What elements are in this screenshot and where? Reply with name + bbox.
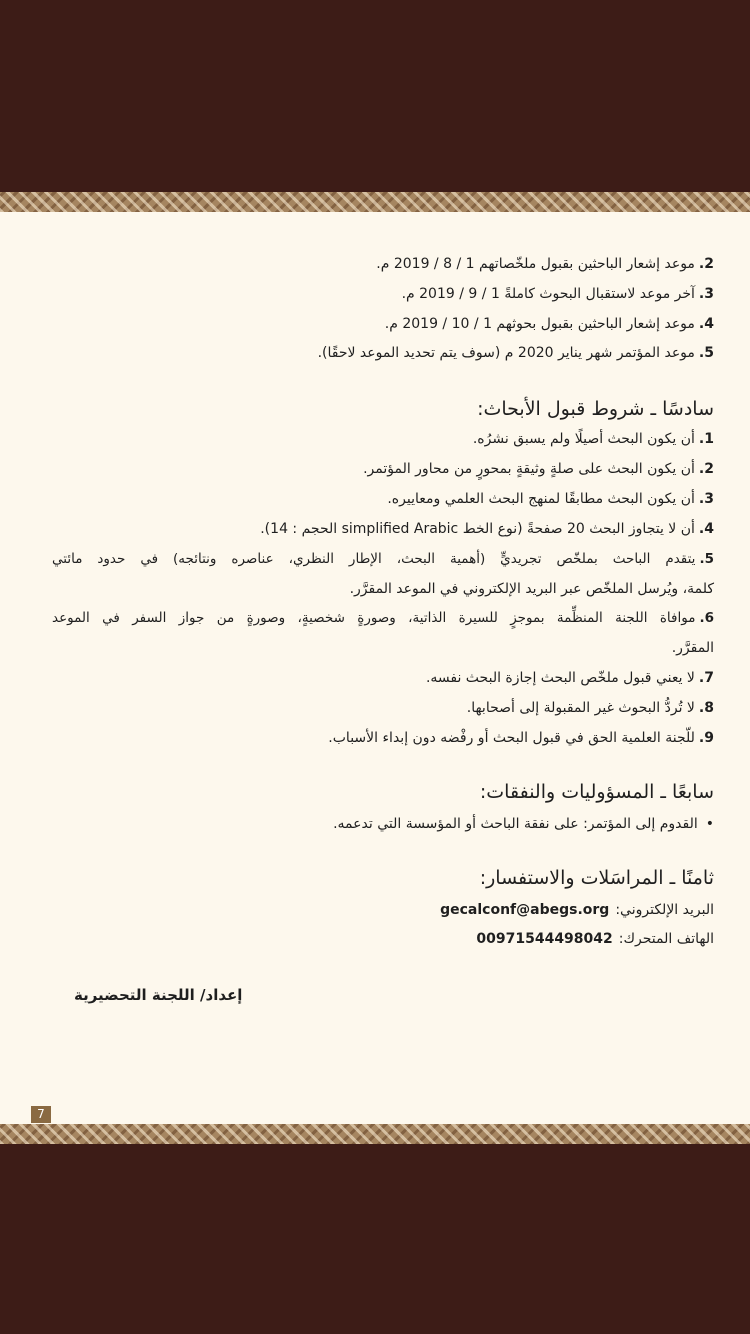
list-item: 7.لا يعني قبول ملخّص البحث إجازة البحث نفسه. — [425, 670, 714, 686]
decorative-band-top — [0, 192, 750, 212]
page-number: 7 — [31, 1106, 51, 1123]
list-item: 4.أن لا يتجاوز البحث 20 صفحةً (نوع الخط simplified Arabic الحجم : 14). — [260, 521, 714, 537]
list-item: 5.موعد المؤتمر شهر يناير 2020 م (سوف يتم تحديد الموعد لاحقًا). — [317, 345, 714, 361]
signature: إعداد/ اللجنة التحضيرية — [74, 986, 243, 1004]
phone-number: 00971544498042 — [476, 931, 613, 947]
list-item: 4.موعد إشعار الباحثين بقبول بحوثهم 1 / 10 / 2019 م. — [384, 316, 714, 332]
bullet-icon: • — [705, 816, 714, 832]
section-heading: ثامنًا ـ المراسَلات والاستفسار: — [479, 867, 714, 889]
bullet-item: •القدوم إلى المؤتمر: على نفقة الباحث أو المؤسسة التي تدعمه. — [333, 816, 714, 832]
list-item: 3.أن يكون البحث مطابقًا لمنهج البحث العلمي ومعاييره. — [387, 491, 714, 507]
list-item: 9.للّجنة العلمية الحق في قبول البحث أو رفْضه دون إبداء الأسباب. — [328, 730, 714, 746]
email-row: البريد الإلكتروني:gecalconf@abegs.org — [440, 902, 714, 918]
list-item: 6.موافاة اللجنة المنظِّمة بموجزٍ للسيرة الذاتية، وصورةٍ شخصيةٍ، وصورةٍ من جواز السفر في الموعد — [52, 610, 714, 626]
list-item: 1.أن يكون البحث أصيلًا ولم يسبق نشرُه. — [472, 431, 714, 447]
list-item-continuation: المقرَّر. — [671, 640, 714, 656]
decorative-band-bottom — [0, 1124, 750, 1144]
list-item: 2.أن يكون البحث على صلةٍ وثيقةٍ بمحورٍ من محاور المؤتمر. — [363, 461, 714, 477]
list-item: 8.لا تُردُّ البحوث غير المقبولة إلى أصحابها. — [466, 700, 714, 716]
section-heading: سابعًا ـ المسؤوليات والنفقات: — [479, 781, 714, 803]
email-link[interactable]: gecalconf@abegs.org — [440, 902, 610, 918]
list-item: 5.يتقدم الباحث بملخّص تجريديٍّ (أهمية البحث، الإطار النظري، عناصره ونتائجه) في حدود مائتي — [52, 551, 714, 567]
list-item: 2.موعد إشعار الباحثين بقبول ملخّصاتهم 1 / 8 / 2019 م. — [376, 256, 714, 272]
list-item-continuation: كلمة، ويُرسل الملخّص عبر البريد الإلكتروني في الموعد المقرَّر. — [349, 581, 714, 597]
section-heading: سادسًا ـ شروط قبول الأبحاث: — [477, 398, 714, 420]
phone-row: الهاتف المتحرك:00971544498042 — [476, 931, 714, 947]
list-item: 3.آخر موعد لاستقبال البحوث كاملةً 1 / 9 / 2019 م. — [401, 286, 714, 302]
